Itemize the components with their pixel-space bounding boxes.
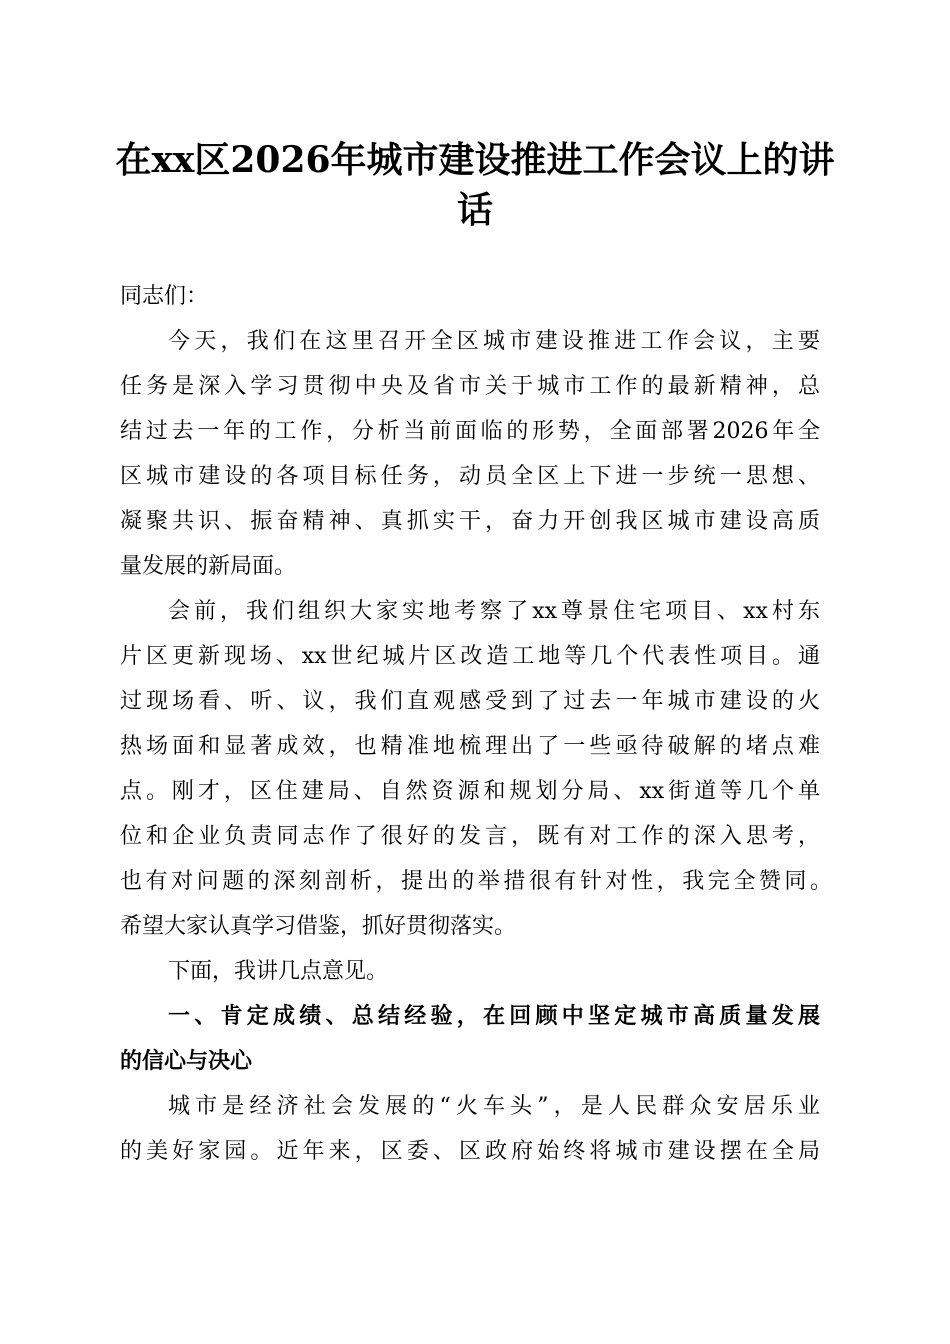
paragraph-line: 位和企业负责同志作了很好的发言，既有对工作的深入思考， — [120, 824, 820, 849]
paragraph-line: 的美好家园。近年来，区委、区政府始终将城市建设摆在全局 — [120, 1139, 820, 1164]
paragraph-line: 希望大家认真学习借鉴，抓好贯彻落实。 — [120, 914, 517, 939]
paragraph-line: 点。刚才，区住建局、自然资源和规划分局、xx街道等几个单 — [120, 779, 820, 804]
paragraph-line: 任务是深入学习贯彻中央及省市关于城市工作的最新精神，总 — [120, 374, 820, 399]
paragraph-line: 会前，我们组织大家实地考察了xx尊景住宅项目、xx村东 — [168, 599, 820, 624]
paragraph-line: 热场面和显著成效，也精准地梳理出了一些亟待破解的堵点难 — [120, 734, 820, 759]
paragraph-line: 片区更新现场、xx世纪城片区改造工地等几个代表性项目。通 — [120, 644, 820, 669]
title-line-2: 话 — [456, 189, 493, 231]
paragraph-line: 下面，我讲几点意见。 — [168, 959, 389, 984]
paragraph-line: 也有对问题的深刻剖析，提出的举措很有针对性，我完全赞同。 — [120, 869, 832, 894]
paragraph-line: 凝聚共识、振奋精神、真抓实干，奋力开创我区城市建设高质 — [120, 509, 820, 534]
salutation: 同志们： — [120, 284, 209, 309]
paragraph-line: 过现场看、听、议，我们直观感受到了过去一年城市建设的火 — [120, 689, 820, 714]
section-heading-line: 的信心与决心 — [120, 1049, 253, 1074]
section-heading-line: 一、肯定成绩、总结经验，在回顾中坚定城市高质量发展 — [168, 1004, 820, 1029]
paragraph-line: 城市是经济社会发展的“火车头”，是人民群众安居乐业 — [168, 1094, 820, 1119]
paragraph-line: 结过去一年的工作，分析当前面临的形势，全面部署2026年全 — [120, 419, 820, 444]
paragraph-line: 区城市建设的各项目标任务，动员全区上下进一步统一思想、 — [120, 464, 820, 489]
document-title — [110, 135, 840, 235]
paragraph-line: 今天，我们在这里召开全区城市建设推进工作会议，主要 — [168, 329, 820, 354]
paragraph-line: 量发展的新局面。 — [120, 554, 297, 579]
title-line-1: 在xx区2026年城市建设推进工作会议上的讲 — [115, 139, 835, 181]
